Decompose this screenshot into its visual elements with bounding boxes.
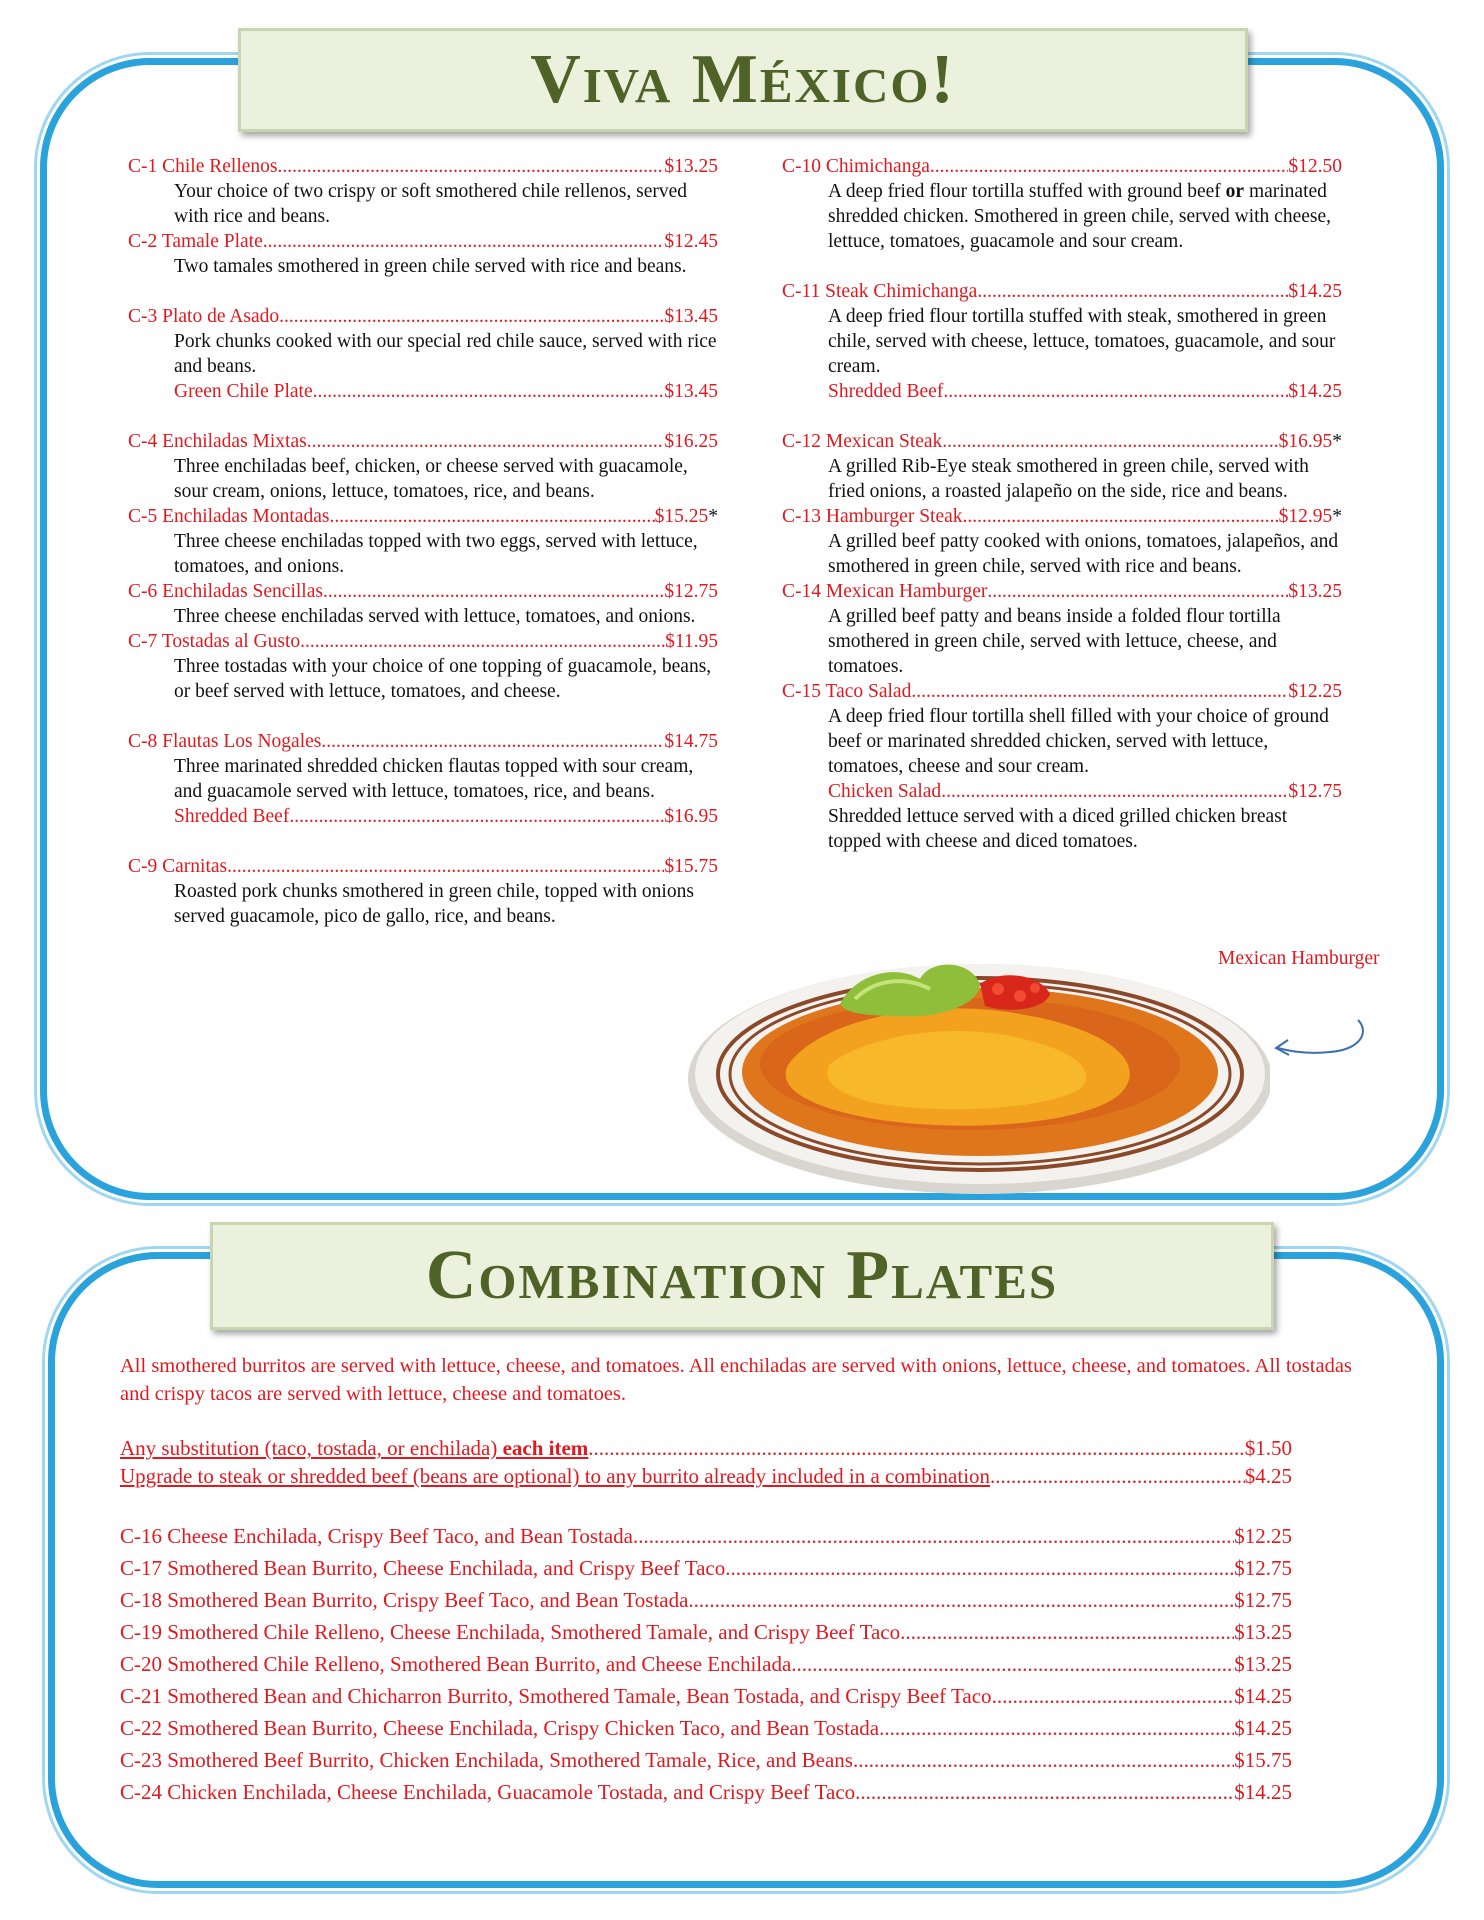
combination-item: C-21 Smothered Bean and Chicharron Burrito, Smothered Tamale, Bean Tostada, and Crispy Beef Taco ..... $14.25 [120, 1680, 1292, 1712]
menu-item [128, 229, 718, 279]
item-description: Three cheese enchiladas topped with two eggs, served with lettuce, tomatoes, and onions. [174, 531, 698, 577]
right-menu-column [782, 154, 1342, 854]
item-description: Three marinated shredded chicken flautas topped with sour cream, and guacamole served with lettuce, tomatoes, rice, and beans. [174, 756, 694, 802]
menu-item [782, 154, 1342, 254]
item-name: C-4 Enchiladas Mixtas [128, 431, 307, 452]
item-price: $16.95 [1278, 431, 1333, 452]
menu-item [128, 304, 718, 404]
item-variant-price: $16.95 [664, 806, 718, 827]
item-price: $15.25 [654, 506, 709, 527]
item-variant-price: $13.45 [664, 381, 718, 402]
item-name: C-2 Tamale Plate [128, 231, 263, 252]
menu-item [128, 504, 718, 579]
item-price: $14.25 [1288, 281, 1342, 302]
upgrade-rule [120, 1464, 1292, 1489]
item-name: C-6 Enchiladas Sencillas [128, 581, 323, 602]
item-name: C-5 Enchiladas Montadas [128, 506, 330, 527]
menu-item [128, 429, 718, 504]
substitution-rule [120, 1436, 1292, 1461]
item-description: A grilled Rib-Eye steak smothered in green chile, served with fried onions, a roasted jalapeño on the side, rice and beans. [828, 456, 1309, 502]
menu-item [782, 279, 1342, 404]
item-description: A grilled beef patty and beans inside a folded flour tortilla smothered in green chile, served with lettuce, cheese, and tomatoes. [828, 606, 1281, 677]
item-name: C-1 Chile Rellenos [128, 156, 278, 177]
item-price: $13.45 [664, 306, 718, 327]
menu-item [128, 579, 718, 629]
photo-caption: Mexican Hamburger [1218, 948, 1380, 969]
rule-price: $1.50 [1244, 1436, 1292, 1460]
item-description: Pork chunks cooked with our special red chile sauce, served with rice and beans. [174, 331, 717, 377]
menu-item [128, 629, 718, 704]
item-price: $12.95 [1278, 506, 1333, 527]
item-name: C-9 Carnitas [128, 856, 228, 877]
menu-item [128, 154, 718, 229]
item-name: C-8 Flautas Los Nogales [128, 731, 322, 752]
rule-price: $4.25 [1244, 1464, 1292, 1488]
combination-item: C-19 Smothered Chile Relleno, Cheese Enchilada, Smothered Tamale, and Crispy Beef Taco ..... $13.25 [120, 1616, 1292, 1648]
mexican-hamburger-photo [680, 944, 1270, 1204]
item-variant-price: $14.25 [1288, 381, 1342, 402]
left-menu-column [128, 154, 718, 929]
item-description: A deep fried flour tortilla stuffed with ground beef or marinated shredded chicken. Smothered in green chile, served with cheese, lettuce, tomatoes, guacamole and sour cream. [828, 181, 1332, 252]
combination-intro: All smothered burritos are served with lettuce, cheese, and tomatoes. All enchiladas are served with onions, lettuce, cheese, and tomatoes. All tostadas and crispy tacos are served with lettuce, cheese and tomatoes. [120, 1355, 1352, 1405]
combination-item: C-20 Smothered Chile Relleno, Smothered Bean Burrito, and Cheese Enchilada ..... $13.25 [120, 1648, 1292, 1680]
item-price: $16.25 [664, 431, 718, 452]
item-description: Two tamales smothered in green chile served with rice and beans. [174, 256, 687, 277]
item-variant-name: Shredded Beef [828, 381, 944, 402]
combination-list [120, 1520, 1292, 1808]
combination-item: C-22 Smothered Bean Burrito, Cheese Enchilada, Crispy Chicken Taco, and Bean Tostada ..... $14.25 [120, 1712, 1292, 1744]
page-title: Viva México! [238, 28, 1248, 132]
menu-item [782, 579, 1342, 679]
item-price: $15.75 [664, 856, 718, 877]
combination-title: Combination Plates [210, 1222, 1274, 1330]
item-price: $12.45 [664, 231, 718, 252]
menu-item [782, 429, 1342, 504]
item-price: $12.75 [664, 581, 718, 602]
item-name: C-14 Mexican Hamburger [782, 581, 988, 602]
item-price: $13.25 [664, 156, 718, 177]
combination-item: C-24 Chicken Enchilada, Cheese Enchilada, Guacamole Tostada, and Crispy Beef Taco ..... $14.25 [120, 1776, 1292, 1808]
item-variant-price: $12.75 [1288, 781, 1342, 802]
item-name: C-11 Steak Chimichanga [782, 281, 978, 302]
menu-item [128, 729, 718, 829]
combination-item: C-17 Smothered Bean Burrito, Cheese Enchilada, and Crispy Beef Taco ..... $12.75 [120, 1552, 1292, 1584]
item-price: $14.75 [664, 731, 718, 752]
combination-item: C-18 Smothered Bean Burrito, Crispy Beef Taco, and Bean Tostada ..... $12.75 [120, 1584, 1292, 1616]
rule-text: Upgrade to steak or shredded beef (beans are optional) to any burrito already included in a combination [120, 1464, 991, 1488]
menu-item [128, 854, 718, 929]
item-description: A deep fried flour tortilla shell filled with your choice of ground beef or marinated shredded chicken, served with lettuce, tomatoes, cheese and sour cream. [828, 706, 1329, 777]
rule-text: Any substitution (taco, tostada, or enchilada) [120, 1436, 503, 1460]
item-price: $11.95 [665, 631, 718, 652]
item-description: Three cheese enchiladas served with lettuce, tomatoes, and onions. [174, 606, 696, 627]
arrow-icon [1270, 1010, 1370, 1070]
menu-item [782, 679, 1342, 854]
rule-emphasis: each item [502, 1436, 589, 1460]
item-variant-name: Shredded Beef [174, 806, 290, 827]
item-name: C-3 Plato de Asado [128, 306, 280, 327]
item-variant-name: Chicken Salad [828, 781, 942, 802]
combination-item: C-23 Smothered Beef Burrito, Chicken Enchilada, Smothered Tamale, Rice, and Beans ..... $15.75 [120, 1744, 1292, 1776]
item-variant-description: Shredded lettuce served with a diced grilled chicken breast topped with cheese and diced tomatoes. [828, 806, 1288, 852]
item-price: $12.50 [1288, 156, 1342, 177]
item-description: Three tostadas with your choice of one topping of guacamole, beans, or beef served with lettuce, tomatoes, and cheese. [174, 656, 712, 702]
item-description: A deep fried flour tortilla stuffed with steak, smothered in green chile, served with cheese, lettuce, tomatoes, guacamole, and sour cream. [828, 306, 1336, 377]
combination-item: C-16 Cheese Enchilada, Crispy Beef Taco, and Bean Tostada ..... $12.25 [120, 1520, 1292, 1552]
item-name: C-10 Chimichanga [782, 156, 930, 177]
item-asterisk: * [1332, 506, 1342, 527]
item-description: Three enchiladas beef, chicken, or cheese served with guacamole, sour cream, onions, lettuce, tomatoes, rice, and beans. [174, 456, 688, 502]
item-name: C-13 Hamburger Steak [782, 506, 963, 527]
item-asterisk: * [1332, 431, 1342, 452]
item-description: A grilled beef patty cooked with onions, tomatoes, jalapeños, and smothered in green chile, served with rice and beans. [828, 531, 1339, 577]
item-name: C-15 Taco Salad [782, 681, 912, 702]
item-price: $12.25 [1288, 681, 1342, 702]
item-asterisk: * [708, 506, 718, 527]
item-description: Roasted pork chunks smothered in green chile, topped with onions served guacamole, pico de gallo, rice, and beans. [174, 881, 694, 927]
item-variant-name: Green Chile Plate [174, 381, 313, 402]
item-description: Your choice of two crispy or soft smothered chile rellenos, served with rice and beans. [174, 181, 688, 227]
menu-item [782, 504, 1342, 579]
item-name: C-12 Mexican Steak [782, 431, 943, 452]
item-price: $13.25 [1288, 581, 1342, 602]
item-name: C-7 Tostadas al Gusto [128, 631, 301, 652]
